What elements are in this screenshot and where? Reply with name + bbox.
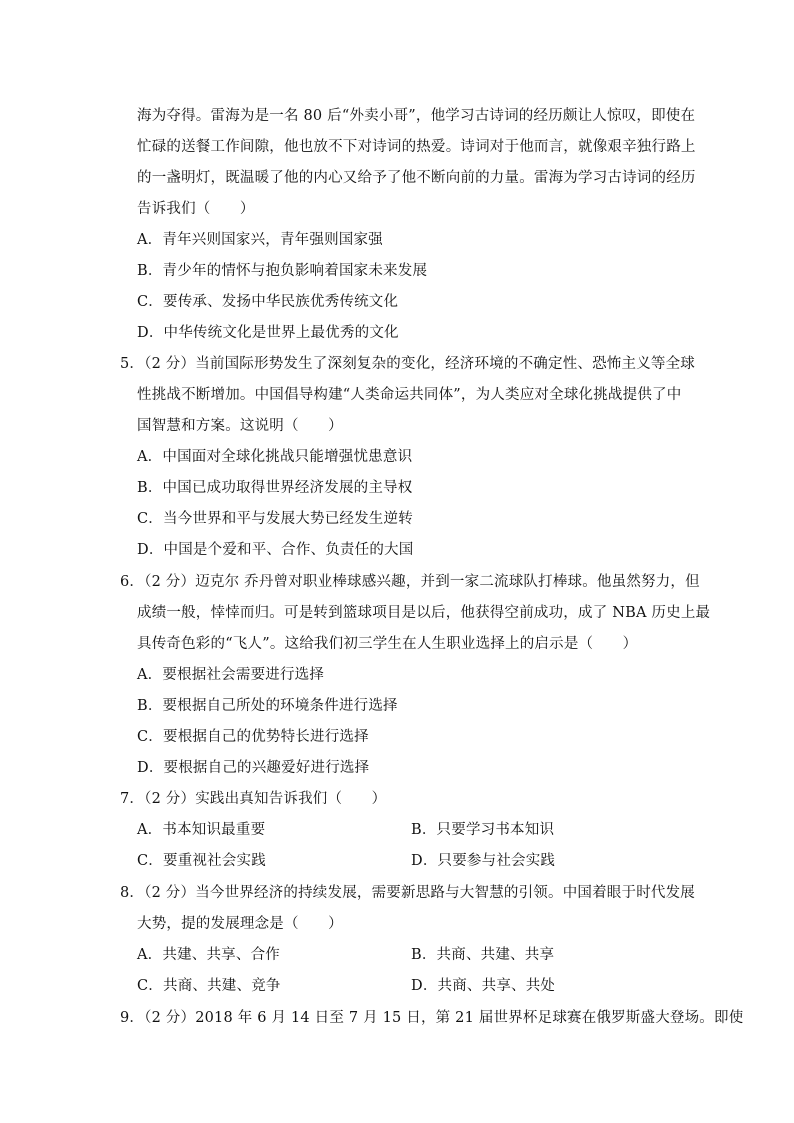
question-7-option-c: C．要重视社会实践 [137, 853, 266, 869]
question-5-line-1: 5．（2 分）当前国际形势发生了深刻复杂的变化，经济环境的不确定性、恐怖主义等全球 [120, 356, 696, 372]
question-4-option-d: D．中华传统文化是世界上最优秀的文化 [137, 325, 399, 341]
question-5-line-3: 国智慧和方案。这说明（ ） [137, 418, 343, 434]
question-8-option-a: A．共建、共享、合作 [137, 947, 280, 963]
question-7-option-a: A．书本知识最重要 [137, 822, 266, 838]
question-6-option-c: C．要根据自己的优势特长进行选择 [137, 729, 369, 745]
question-8-option-c: C．共商、共建、竞争 [137, 978, 281, 994]
question-4-option-b: B．青少年的情怀与抱负影响着国家未来发展 [137, 263, 428, 279]
question-8-line-1: 8．（2 分）当今世界经济的持续发展，需要新思路与大智慧的引领。中国着眼于时代发展 [120, 885, 696, 901]
question-4-option-c: C．要传承、发扬中华民族优秀传统文化 [137, 294, 399, 310]
question-5-option-d: D．中国是个爱和平、合作、负责任的大国 [137, 542, 414, 558]
question-6-option-d: D．要根据自己的兴趣爱好进行选择 [137, 760, 370, 776]
question-6-option-b: B．要根据自己所处的环境条件进行选择 [137, 698, 398, 714]
question-9-line-1: 9．（2 分）2018 年 6 月 14 日至 7 月 15 日，第 21 届世界杯足球赛在俄罗斯盛大登场。即使 [120, 1010, 744, 1026]
question-4-line-3: 的一盏明灯，既温暖了他的内心又给予了他不断向前的力量。雷海为学习古诗词的经历 [137, 170, 696, 186]
question-4-line-1: 海为夺得。雷海为是一名 80 后“外卖小哥”，他学习古诗词的经历颇让人惊叹，即使在 [137, 108, 696, 124]
question-4-option-a: A．青年兴则国家兴，青年强则国家强 [137, 232, 383, 248]
question-8-option-b: B．共商、共建、共享 [411, 947, 555, 963]
question-6-line-1: 6．（2 分）迈克尔 乔丹曾对职业棒球感兴趣，并到一家二流球队打棒球。他虽然努力，但 [120, 574, 700, 590]
question-5-option-a: A．中国面对全球化挑战只能增强忧患意识 [137, 449, 413, 465]
question-5-option-b: B．中国已成功取得世界经济发展的主导权 [137, 480, 413, 496]
question-8-option-d: D．共商、共享、共处 [411, 978, 556, 994]
question-8-line-2: 大势，提的发展理念是（ ） [137, 916, 343, 932]
question-7-option-b: B．只要学习书本知识 [411, 822, 555, 838]
question-4-line-2: 忙碌的送餐工作间隙，他也放不下对诗词的热爱。诗词对于他而言，就像艰辛独行路上 [137, 139, 696, 155]
question-6-line-3: 具传奇色彩的“飞人”。这给我们初三学生在人生职业选择上的启示是（ ） [137, 636, 638, 652]
question-4-line-4: 告诉我们（ ） [137, 201, 255, 217]
question-7-option-d: D．只要参与社会实践 [411, 853, 556, 869]
question-7-line-1: 7．（2 分）实践出真知告诉我们（ ） [120, 791, 387, 807]
question-5-line-2: 性挑战不断增加。中国倡导构建“人类命运共同体”，为人类应对全球化挑战提供了中 [137, 387, 682, 403]
question-5-option-c: C．当今世界和平与发展大势已经发生逆转 [137, 511, 413, 527]
question-6-option-a: A．要根据社会需要进行选择 [137, 667, 325, 683]
question-6-line-2: 成绩一般，悻悻而归。可是转到篮球项目是以后，他获得空前成功，成了 NBA 历史上最 [137, 605, 711, 621]
